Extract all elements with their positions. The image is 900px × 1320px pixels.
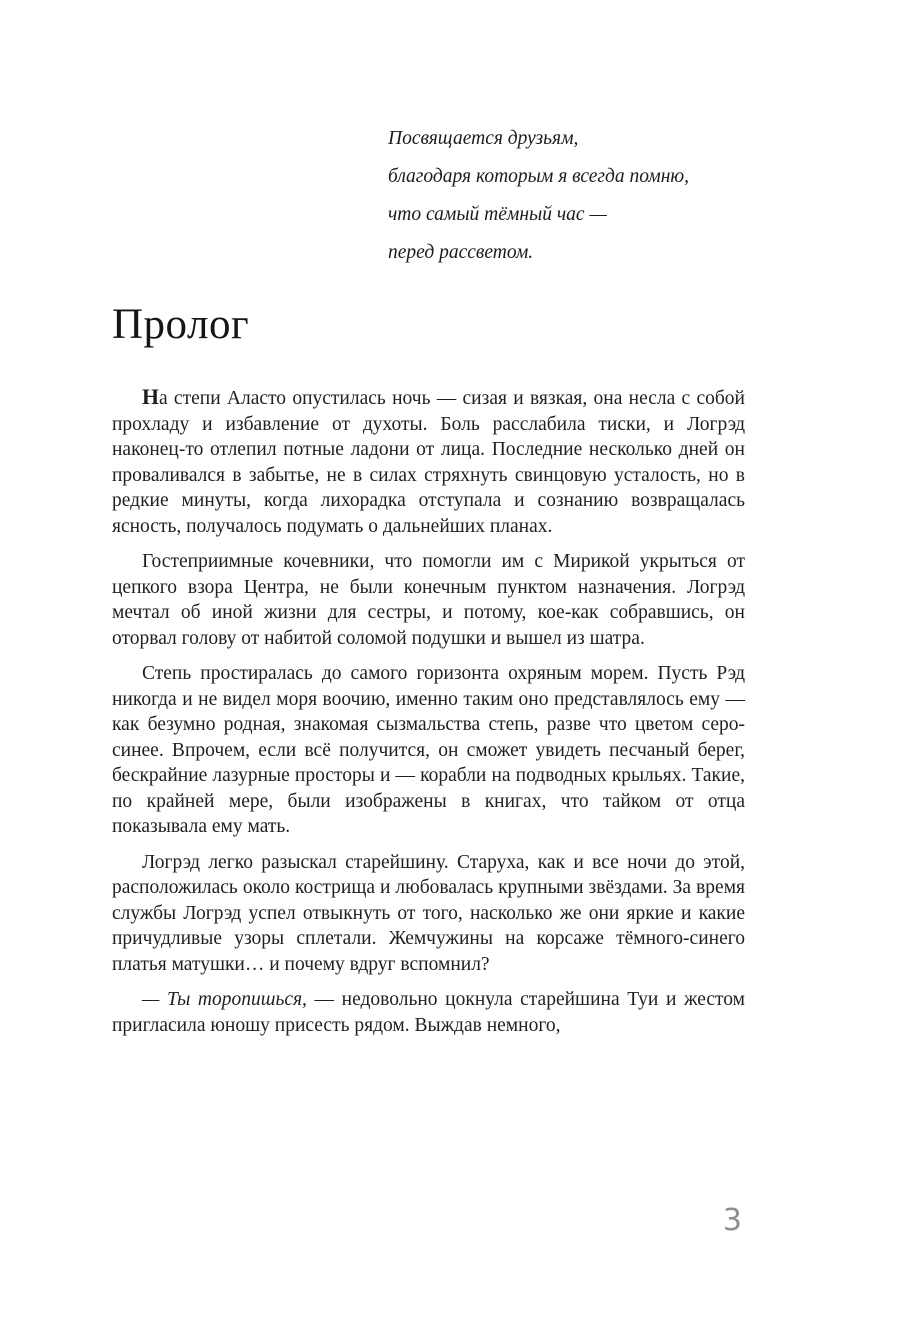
dedication-line: перед рассветом.	[388, 242, 534, 263]
paragraph-4: Логрэд легко разыскал старейшину. Старуха, как и все ночи до этой, расположилась около кострища и любовалась крупными звёздами. За время службы Логрэд успел отвыкнуть от того, насколько же они яркие и какие причудливые узоры сплетали. Жемчужины на корсаже тёмного-синего платья матушки… и почему вдруг вспомнил?	[112, 851, 745, 975]
chapter-title: Пролог	[112, 301, 250, 348]
paragraph-5-text: — недовольно цокнула старейшина Туи и жестом пригласила юношу присесть рядом. Выждав немного,	[112, 989, 745, 1036]
dialogue-italic-text: — Ты торопишься,	[142, 989, 307, 1010]
body-text	[112, 385, 745, 1038]
paragraph-3: Степь простиралась до самого горизонта охряным морем. Пусть Рэд никогда и не видел моря воочию, именно таким оно представлялось ему — как безумно родная, знакомая сызмальства степь, разве что цветом серо-синее. Впрочем, если всё получится, он сможет увидеть песчаный берег, бескрайние лазурные просторы и — корабли на подводных крыльях. Такие, по крайней мере, были изображены в книгах, что тайком от отца показывала ему мать.	[112, 663, 745, 837]
paragraph-5	[112, 987, 745, 1038]
lead-letter: Н	[142, 385, 159, 409]
paragraph-1-text: а степи Аласто опустилась ночь — сизая и вязкая, она несла с собой прохладу и избавление от духоты. Боль расслабила тиски, и Логрэд наконец-то отлепил потные ладони от лица. Последние несколько дней он проваливался в забытье, не в силах стряхнуть свинцовую усталость, но в редкие минуты, когда лихорадка отступала и сознанию возвращалась ясность, получалось подумать о дальнейших планах.	[112, 388, 745, 537]
page-number: 3	[722, 1203, 742, 1238]
dedication-line: что самый тёмный час —	[388, 204, 607, 225]
dedication-line: Посвящается друзьям,	[388, 128, 579, 149]
paragraph-2: Гостеприимные кочевники, что помогли им с Мирикой укрыться от цепкого взора Центра, не были конечным пунктом назначения. Логрэд мечтал об иной жизни для сестры, и потому, кое-как собравшись, он оторвал голову от набитой соломой подушки и вышел из шатра.	[112, 551, 745, 649]
book-page	[0, 120, 900, 1320]
paragraph-1	[112, 385, 745, 539]
dedication	[388, 120, 745, 272]
dedication-line: благодаря которым я всегда помню,	[388, 166, 689, 187]
